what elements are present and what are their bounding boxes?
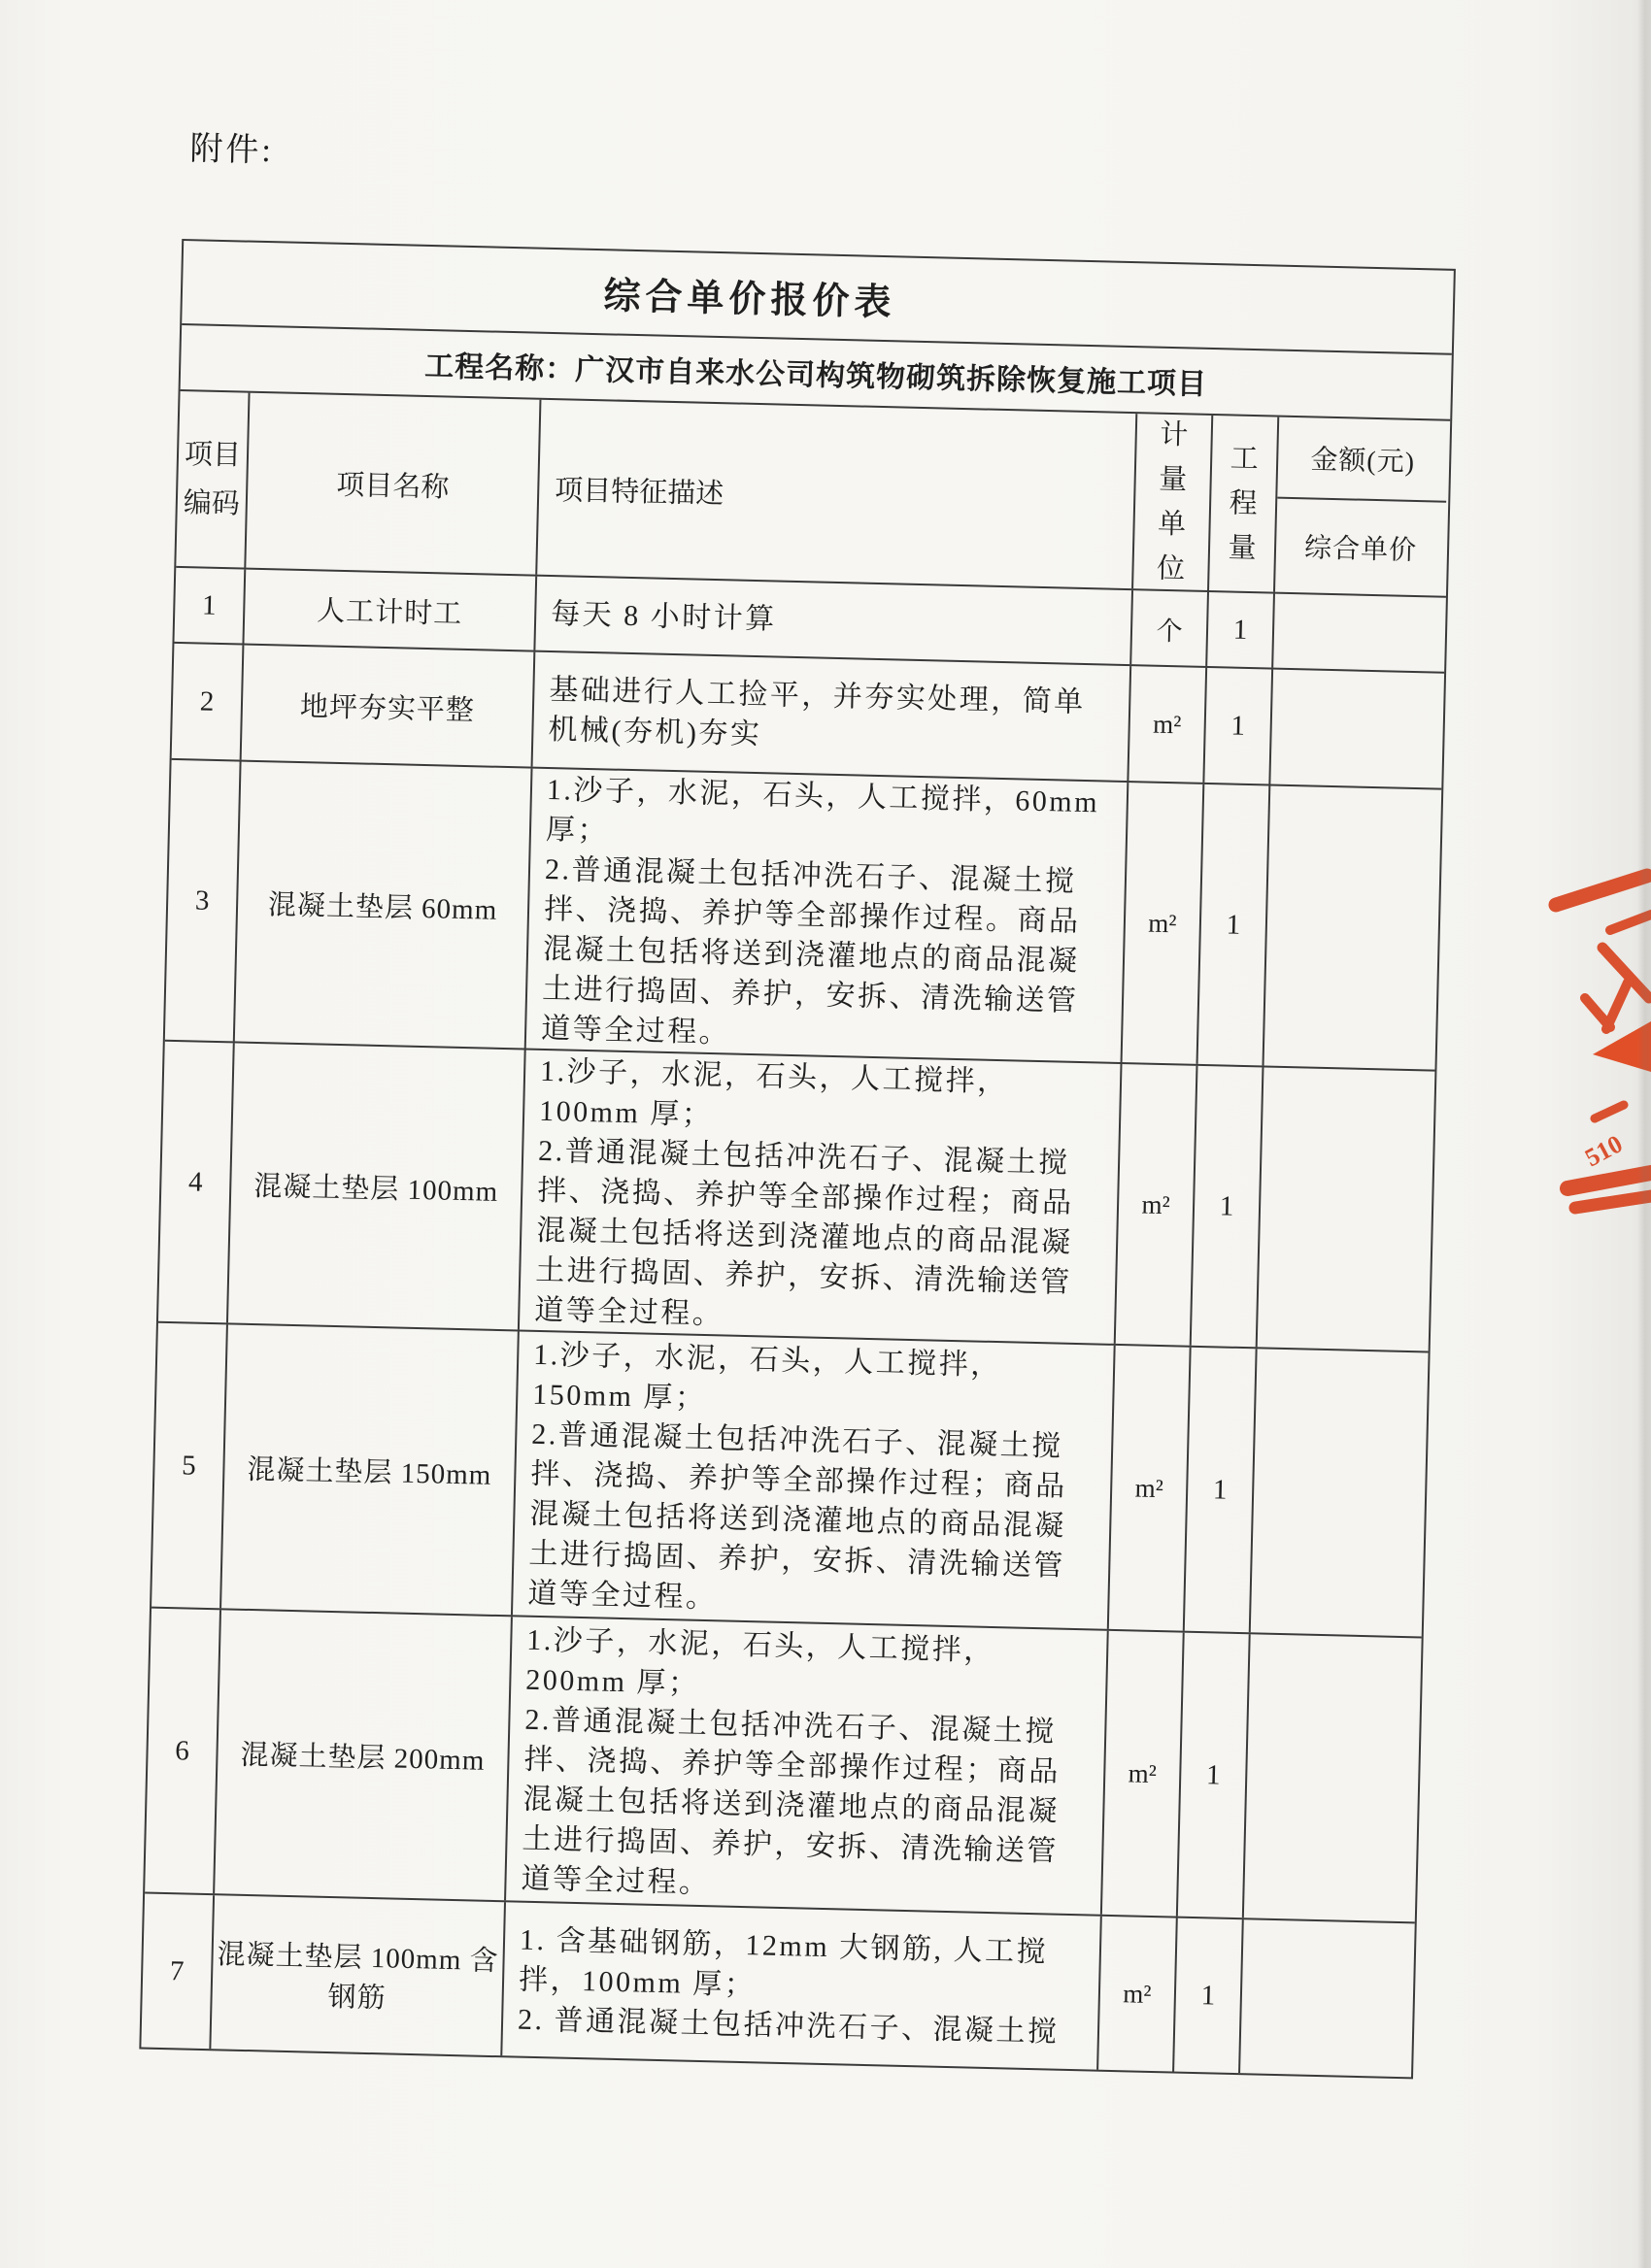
item-desc-cell [504,1617,1107,1914]
quantity-cell: 1 [1205,592,1273,668]
header-unit-price: 综合单价 [1303,533,1418,567]
quantity-cell: 1 [1172,1918,1242,2074]
header-row [176,389,1450,596]
attachment-label: 附件: [189,131,275,170]
header-quantity: 工程量 [1207,416,1277,592]
desc-line: 1.沙子，水泥，石头，人工搅拌，100mm 厚； [538,1054,1009,1131]
unit-cell: m² [1096,1917,1176,2072]
desc-line: 2. 普通混凝土包括冲洗石子、混凝土搅 [517,2003,1060,2049]
item-name-cell: 人工计时工 [242,570,535,650]
item-desc-cell [531,652,1130,781]
unit-cell: m² [1114,1064,1196,1346]
quantity-cell: 1 [1202,668,1271,784]
item-code-cell: 3 [194,884,210,917]
project-name: 工程名称：广汉市自来水公司构筑物砌筑拆除恢复施工项目 [423,350,1208,401]
item-name-cell: 地坪夯实平整 [240,646,534,767]
unit-price-cell [1238,1919,1413,2077]
stamp-digits: 510 [1580,1129,1628,1173]
table-row [152,1321,1429,1637]
table-title: 综合单价报价表 [602,276,896,324]
item-name-cell: 混凝土垫层 150mm [219,1324,518,1615]
desc-line: 2.普通混凝土包括冲洗石子、混凝土搅拌、浇捣、养护等全部操作过程；商品混凝土包括将送到浇灌地点的商品混凝土进行捣固、养护，安拆、清洗输送管道等全过程。 [521,1703,1061,1899]
quotation-table [139,239,1456,2079]
item-code-cell: 2 [199,685,215,717]
red-stamp-marks [1542,854,1651,1243]
item-name-cell: 混凝土垫层 100mm 含钢筋 [209,1895,504,2055]
table-row [145,1607,1422,1922]
desc-line: 2.普通混凝土包括冲洗石子、混凝土搅拌、浇捣、养护等全部操作过程；商品混凝土包括将送到浇灌地点的商品混凝土进行捣固、养护，安拆、清洗输送管道等全过程。 [533,1134,1075,1330]
header-feature-desc: 项目特征描述 [535,400,1135,588]
item-desc-cell [500,1902,1100,2069]
document-content [139,126,1458,2079]
unit-price-cell [1242,1634,1420,1921]
item-code-cell: 4 [187,1165,204,1198]
desc-line: 1.沙子，水泥，石头，人工搅拌，60mm 厚； [545,773,1100,847]
unit-price-cell [1263,785,1440,1069]
quantity-cell: 1 [1196,784,1269,1066]
paper-edge-shadow [1637,0,1651,2268]
desc-line: 2.普通混凝土包括冲洗石子、混凝土搅拌、浇捣、养护等全部操作过程。商品混凝土包括将送到浇灌地点的商品混凝土进行捣固、养护，安拆、清洗输送管道等全过程。 [540,852,1081,1049]
desc-line: 每天 8 小时计算 [550,597,778,636]
item-desc-cell [518,1051,1121,1344]
desc-line: 1.沙子，水泥，石头，人工搅拌，150mm 厚； [531,1338,1003,1415]
unit-cell: m² [1121,783,1203,1064]
item-desc-cell [511,1331,1114,1628]
header-item-code: 项目编码 [183,439,242,520]
unit-price-cell [1256,1067,1433,1351]
unit-price-cell [1271,594,1444,672]
item-name-cell: 混凝土垫层 60mm [233,762,531,1049]
header-item-name: 项目名称 [244,393,539,575]
desc-line: 基础进行人工捡平，并夯实处理，简单机械(夯机)夯实 [548,674,1087,751]
item-code-cell: 1 [201,589,218,621]
quantity-cell: 1 [1183,1348,1256,1633]
item-desc-cell [533,577,1131,664]
unit-price-cell [1268,670,1442,788]
table-row [158,1040,1434,1351]
item-desc-cell [524,769,1128,1062]
item-code-cell: 7 [169,1954,185,1987]
item-name-cell: 混凝土垫层 100mm [226,1043,524,1329]
header-amount-group [1273,417,1448,596]
desc-line: 1. 含基础钢筋，12mm 大钢筋, 人工搅拌，100mm 厚； [518,1923,1049,2001]
header-amount: 金额(元) [1277,417,1448,503]
quantity-cell: 1 [1176,1633,1249,1918]
desc-line: 2.普通混凝土包括冲洗石子、混凝土搅拌、浇捣、养护等全部操作过程；商品混凝土包括将送到浇灌地点的商品混凝土进行捣固、养护，安拆、清洗输送管道等全过程。 [527,1418,1068,1614]
table-row [141,1892,1414,2078]
desc-line: 1.沙子，水泥，石头，人工搅拌，200mm 厚； [525,1623,996,1700]
unit-cell: 个 [1129,590,1207,666]
item-name-cell: 混凝土垫层 200mm [213,1610,511,1900]
unit-price-cell [1249,1349,1427,1636]
unit-cell: m² [1100,1631,1183,1917]
quantity-cell: 1 [1190,1066,1263,1348]
unit-cell: m² [1127,666,1205,783]
table-row [165,758,1441,1070]
item-code-cell: 5 [181,1449,197,1482]
header-unit: 计量单位 [1131,414,1211,590]
item-code-cell: 6 [174,1734,190,1767]
unit-cell: m² [1107,1346,1190,1631]
